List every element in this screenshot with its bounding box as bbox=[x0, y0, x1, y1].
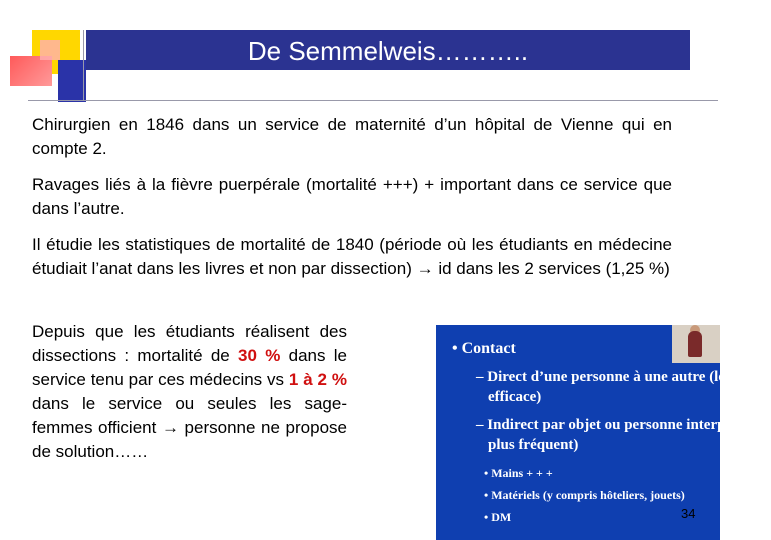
paragraph-2: Ravages liés à la fièvre puerpérale (mortalité +++) + important dans ce service que dans l’autre. bbox=[32, 175, 672, 218]
photo-line-direct-b: efficace) bbox=[488, 389, 542, 405]
p4-text-c: dans le service ou seules les sage-femmes officient → personne ne propose de solution…… bbox=[32, 394, 347, 461]
mortality-30-percent: 30 % bbox=[238, 346, 281, 365]
decor-pink-square bbox=[40, 40, 60, 60]
page-number: 34 bbox=[681, 506, 696, 521]
photo-line-materiels: • Matériels (y compris hôteliers, jouets) bbox=[484, 488, 685, 502]
photo-line-contact: • Contact bbox=[452, 340, 516, 357]
paragraph-1: Chirurgien en 1846 dans un service de maternité d’un hôpital de Vienne qui en compte 2. bbox=[32, 115, 672, 158]
person-figure-icon bbox=[672, 325, 720, 363]
figure-body bbox=[688, 331, 702, 357]
paragraph-3: Il étudie les statistiques de mortalité de 1840 (période où les étudiants en médecine étudiait l’anat dans les livres et non par dissection) → id dans les 2 services (1,25 %) bbox=[32, 235, 672, 278]
photo-line-direct bbox=[476, 367, 755, 407]
photo-line-mains: • Mains + + + bbox=[484, 466, 553, 480]
p4-text-b: dans le service tenu par ces médecins vs bbox=[32, 346, 347, 389]
p4-text-a: Depuis que les étudiants réalisent des dissections : mortalité de bbox=[32, 322, 347, 365]
paragraph-4 bbox=[32, 320, 347, 464]
photo-line-indirect-b: plus fréquent) bbox=[488, 437, 579, 453]
embedded-slide-photo bbox=[436, 325, 771, 540]
photo-line-dm: • DM bbox=[484, 510, 512, 524]
slide-title: De Semmelweis……….. bbox=[86, 30, 690, 70]
photo-line-indirect-a: – Indirect par objet ou personne interposés (le bbox=[476, 417, 771, 433]
decor-vertical-line bbox=[83, 30, 84, 100]
decor-blue-square bbox=[58, 60, 86, 102]
photo-line-direct-a: – Direct d’une personne à une autre (le plus bbox=[476, 369, 756, 385]
mortality-1-2-percent: 1 à 2 % bbox=[288, 370, 347, 389]
photo-line-indirect bbox=[476, 415, 771, 455]
title-underline bbox=[28, 100, 718, 101]
decor-red-square bbox=[10, 56, 52, 86]
